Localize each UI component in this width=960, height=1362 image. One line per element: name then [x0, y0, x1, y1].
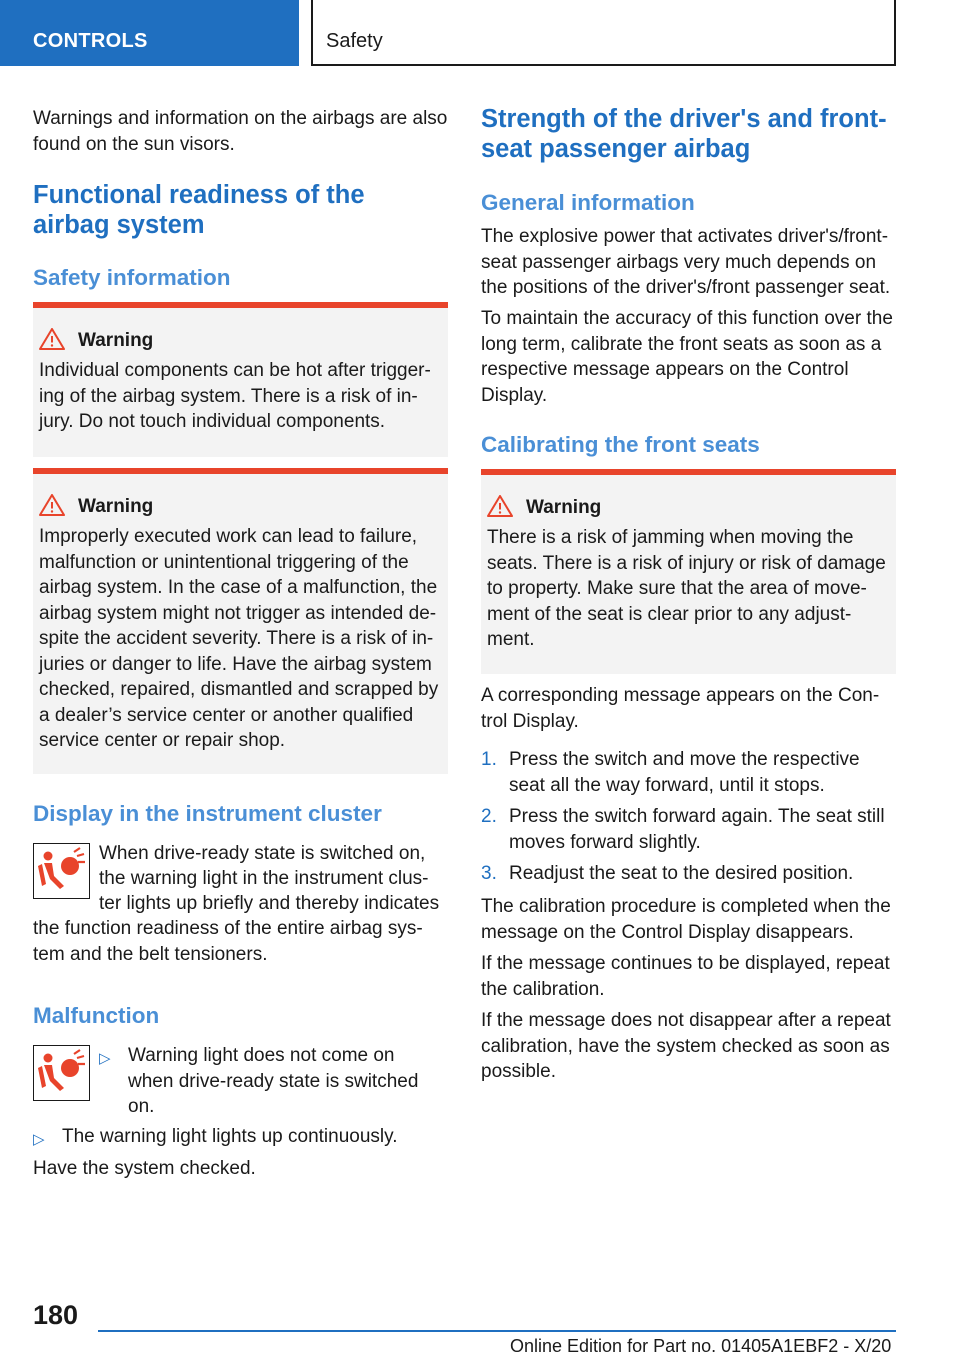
closing-paragraph: Have the system checked.	[33, 1158, 256, 1179]
bullet-text: The warning light lights up continuously.	[62, 1126, 398, 1147]
step-text: Readjust the seat to the desired position.	[509, 863, 854, 884]
general-paragraph-2: To maintain the accuracy of this function over the long term, calibrate the front seats as soon as a respective message appears on the Control Display.	[481, 308, 893, 406]
not-disappear-paragraph: If the message does not disappear after a repeat calibration, have the system checked as soon as possible.	[481, 1010, 891, 1082]
warning-text: Individual components can be hot after trigger‐ing of the airbag system. There is a risk of in‐jury. Do not touch individual components.	[39, 360, 431, 432]
heading-functional-readiness: Functional readiness of the airbag system	[33, 181, 365, 239]
airbag-warning-light-icon	[33, 843, 90, 899]
section-tab	[0, 0, 299, 66]
step-number: 1.	[481, 749, 497, 770]
heading-display-cluster: Display in the instrument cluster	[33, 801, 382, 826]
page-number: 180	[33, 1300, 79, 1330]
airbag-warning-light-icon-2	[33, 1045, 90, 1101]
footer-rule	[98, 1330, 896, 1332]
step-text: Press the switch forward again. The seat still moves forward slightly.	[509, 806, 885, 853]
list-item	[481, 861, 896, 887]
warning-triangle-icon	[39, 328, 65, 350]
warning-title-text: Warning	[78, 496, 154, 517]
list-item	[481, 804, 896, 853]
heading-malfunction: Malfunction	[33, 1003, 160, 1028]
display-text-rest: the function readiness of the entire airbag sys‐tem and the belt tensioners.	[33, 918, 423, 965]
display-text-line2: the warning light in the instrument clus‐	[99, 868, 429, 889]
bullet-text: Warning light does not come on when drive-ready state is switched on.	[128, 1045, 419, 1117]
warning-box-improper-work	[33, 468, 448, 774]
header-underline	[311, 64, 896, 66]
warning-triangle-icon	[487, 495, 513, 517]
warning-title	[78, 496, 442, 518]
heading-safety-information: Safety information	[33, 265, 231, 290]
warning-box-hot-components	[33, 302, 448, 457]
message-paragraph: A corresponding message appears on the Con‐trol Display.	[481, 685, 880, 732]
header-divider-right	[894, 0, 896, 66]
step-number: 3.	[481, 863, 497, 884]
warning-title-text: Warning	[526, 497, 602, 518]
warning-triangle-icon	[39, 494, 65, 516]
step-text: Press the switch and move the respective seat all the way forward, until it stops.	[509, 749, 860, 796]
triangle-bullet-icon: ▷	[99, 1050, 111, 1067]
chapter-title: Safety	[326, 30, 383, 52]
triangle-bullet-icon: ▷	[33, 1131, 45, 1148]
completed-paragraph: The calibration procedure is completed when the message on the Control Display disappears.	[481, 896, 891, 943]
list-item	[481, 747, 896, 796]
display-text-line3: ter lights up briefly and thereby indicates	[99, 893, 440, 914]
step-number: 2.	[481, 806, 497, 827]
warning-title	[526, 497, 890, 519]
warning-title	[78, 330, 442, 352]
general-paragraph-1: The explosive power that activates driver's/front-seat passenger airbags very much depends on the positions of the driver's/front passenger seat.	[481, 226, 891, 298]
warning-box-jamming	[481, 469, 896, 674]
heading-calibrating-seats: Calibrating the front seats	[481, 432, 760, 457]
display-text-line1: When drive-ready state is switched on,	[99, 843, 426, 864]
warning-text: Improperly executed work can lead to failure, malfunction or unintentional triggering of the airbag system. In the case of a malfunction, the airbag system might not trigger as intended de‐spite the accident severity. There is a risk of in‐juries or danger to life. Have the airbag system checked, repaired, dismantled and scrapped by a dealer’s service center or another qualified service center or repair shop.	[39, 526, 439, 751]
section-label: CONTROLS	[33, 30, 148, 52]
repeat-paragraph: If the message continues to be displayed, repeat the calibration.	[481, 953, 890, 1000]
page-header	[0, 0, 960, 66]
heading-airbag-strength: Strength of the driver's and front-seat passenger airbag	[481, 105, 887, 163]
heading-general-information: General information	[481, 190, 695, 215]
edition-text: Online Edition for Part no. 01405A1EBF2 - X/20	[510, 1336, 892, 1356]
list-item	[33, 1124, 448, 1150]
header-divider	[311, 0, 313, 66]
intro-paragraph: Warnings and information on the airbags are also found on the sun visors.	[33, 108, 448, 155]
warning-title-text: Warning	[78, 330, 154, 351]
warning-text: There is a risk of jamming when moving the seats. There is a risk of injury or risk of damage to property. Make sure that the area of move‐ment of the seat is clear prior to any adjust‐ment.	[487, 527, 886, 650]
list-item	[99, 1043, 429, 1120]
